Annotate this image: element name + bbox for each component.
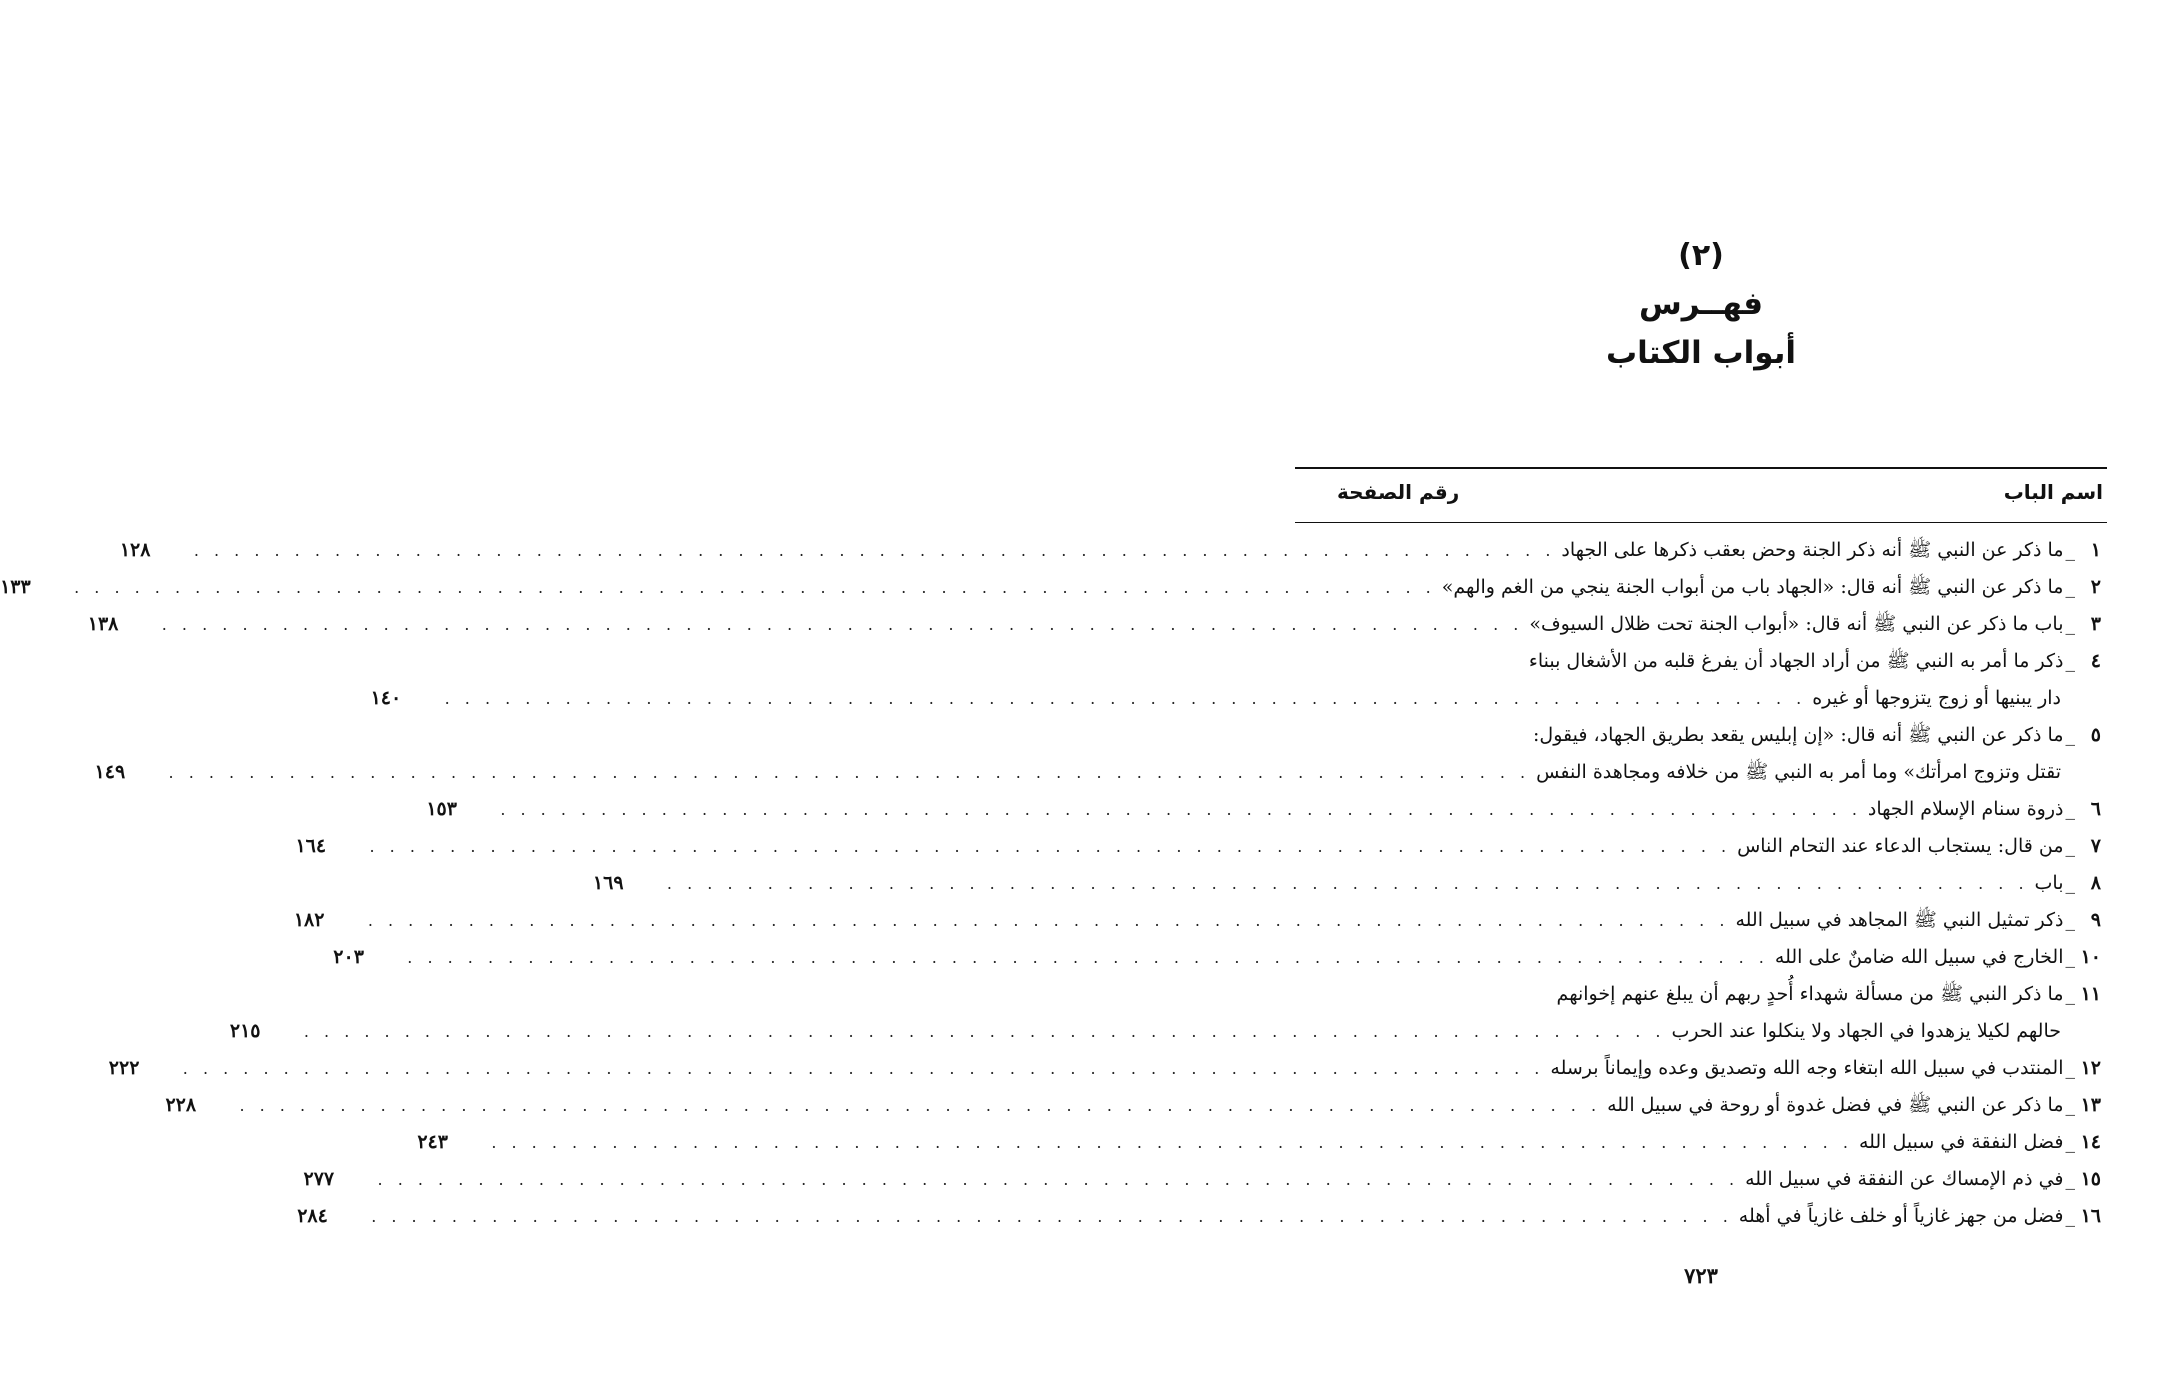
toc-entry-line (303, 1161, 2101, 1198)
index-title: فهــرس (1638, 286, 1763, 322)
toc-entry-number: ٣ (2090, 613, 2101, 635)
toc-entry-line (94, 754, 2101, 791)
toc-entry-line (1335, 717, 2101, 754)
toc-entry-line (108, 1050, 2101, 1087)
toc-entry-number: ٥ (2090, 724, 2101, 746)
toc-entry-number: ١٦ (2080, 1205, 2101, 1227)
header-bottom-rule (1295, 522, 2107, 523)
toc-entry (87, 606, 2101, 643)
toc-entry (592, 865, 2101, 902)
toc-entry-page: ١٢٨ (119, 539, 151, 561)
toc-entry-number: ١٣ (2080, 1094, 2101, 1116)
toc-entry-dash: _ (2065, 1168, 2075, 1190)
toc-entry-number: ١٥ (2080, 1168, 2101, 1190)
toc-entry-dash: _ (2065, 872, 2075, 894)
toc-entry-dash: _ (2065, 946, 2075, 968)
toc-leader-dots: . . . . . . . . . . . . . . . . . . . . . . . . . . . . . . . . . . . . . . . . . . . . . . . . . . . . . . . . . . . . . . . . . . . . (74, 578, 1436, 597)
toc-entry-line (1335, 643, 2101, 680)
toc-entry-dash: _ (2065, 1131, 2075, 1153)
toc-leader-dots: . . . . . . . . . . . . . . . . . . . . . . . . . . . . . . . . . . . . . . . . . . . . . . . . . . . . . . . . . . . . . . . . . . . . (491, 1133, 1853, 1152)
toc-entry-page: ١٤٠ (370, 687, 402, 709)
toc-entry-page: ٢٢٨ (165, 1094, 197, 1116)
toc-entry (295, 828, 2101, 865)
toc-entry (165, 1087, 2101, 1124)
toc-entry-line (370, 680, 2101, 717)
toc-entry (333, 939, 2101, 976)
toc-entry-title: فضل النفقة في سبيل الله (1858, 1131, 2064, 1153)
toc-entry-line (87, 606, 2101, 643)
toc-entry-dash: _ (2065, 613, 2075, 635)
toc-entry-number: ٩ (2090, 909, 2101, 931)
toc-entry-title: ما ذكر عن النبي ﷺ أنه ذكر الجنة وحض بعقب ذكرها على الجهاد (1561, 539, 2064, 561)
toc-entry-title: من قال: يستجاب الدعاء عند التحام الناس (1737, 835, 2064, 857)
toc-entry-title: في ذم الإمساك عن النفقة في سبيل الله (1745, 1168, 2064, 1190)
toc-entry-number: ٦ (2090, 798, 2101, 820)
toc-entry-page: ٢٢٢ (108, 1057, 140, 1079)
toc-entry-dash: _ (2065, 798, 2075, 820)
toc-leader-dots: . . . . . . . . . . . . . . . . . . . . . . . . . . . . . . . . . . . . . . . . . . . . . . . . . . . . . . . . . . . . . . . . . . . . (500, 800, 1862, 819)
toc-entry-title: ما ذكر عن النبي ﷺ أنه قال: «الجهاد باب من أبواب الجنة ينجي من الغم والهم» (1441, 576, 2064, 598)
toc-entry-number: ٢ (2090, 576, 2101, 598)
toc-entry-title: ما ذكر عن النبي ﷺ في فضل غدوة أو روحة في سبيل الله (1607, 1094, 2064, 1116)
toc-entry (293, 902, 2101, 939)
toc-entry-number: ٨ (2090, 872, 2101, 894)
toc-entry-line (293, 902, 2101, 939)
toc-leader-dots: . . . . . . . . . . . . . . . . . . . . . . . . . . . . . . . . . . . . . . . . . . . . . . . . . . . . . . . . . . . . . . . . . . . . (303, 1022, 1666, 1041)
header-top-rule (1295, 467, 2107, 469)
toc-leader-dots: . . . . . . . . . . . . . . . . . . . . . . . . . . . . . . . . . . . . . . . . . . . . . . . . . . . . . . . . . . . . . . . . . . . . (161, 615, 1524, 634)
toc-entry-title: الخارج في سبيل الله ضامنٌ على الله (1774, 946, 2064, 968)
column-header-page-number: رقم الصفحة (1337, 480, 1460, 504)
toc-entry-page: ١٨٢ (293, 909, 325, 931)
toc-leader-dots: . . . . . . . . . . . . . . . . . . . . . . . . . . . . . . . . . . . . . . . . . . . . . . . . . . . . . . . . . . . . . . . . . . . . (377, 1170, 1740, 1189)
toc-entry (370, 643, 2101, 717)
toc-entry-title: تقتل وتزوج امرأتك» وما أمر به النبي ﷺ من خلافه ومجاهدة النفس (1536, 761, 2061, 783)
toc-entry (119, 532, 2101, 569)
toc-entry (303, 1161, 2101, 1198)
toc-entry (297, 1198, 2101, 1235)
toc-entry-dash: _ (2065, 539, 2075, 561)
toc-entry-dash: _ (2065, 724, 2075, 746)
toc-entry-line (119, 532, 2101, 569)
toc-entry-line (165, 1087, 2101, 1124)
toc-entry-page: ٢٤٣ (417, 1131, 448, 1153)
toc-entry-title: دار يبنيها أو زوج يتزوجها أو غيره (1812, 687, 2061, 709)
toc-entry-title: باب (2034, 872, 2064, 894)
toc-leader-dots: . . . . . . . . . . . . . . . . . . . . . . . . . . . . . . . . . . . . . . . . . . . . . . . . . . . . . . . . . . . . . . . . . . . . (182, 1059, 1545, 1078)
toc-entry-line (295, 828, 2101, 865)
toc-entry-line (417, 1124, 2101, 1161)
toc-leader-dots: . . . . . . . . . . . . . . . . . . . . . . . . . . . . . . . . . . . . . . . . . . . . . . . . . . . . . . . . . . . . . . . . . . . . (369, 837, 1732, 856)
toc-entry-number: ١٤ (2080, 1131, 2101, 1153)
toc-entry-number: ١ (2090, 539, 2101, 561)
toc-entry-number: ٧ (2090, 835, 2101, 857)
toc-leader-dots: . . . . . . . . . . . . . . . . . . . . . . . . . . . . . . . . . . . . . . . . . . . . . . . . . . . . . . . . . . . . . . . . . . . . (444, 689, 1807, 708)
toc-entry-title: ما ذكر عن النبي ﷺ أنه قال: «إن إبليس يقعد بطريق الجهاد، فيقول: (1532, 724, 2064, 746)
toc-entry-dash: _ (2065, 650, 2075, 672)
toc-entry-number: ٤ (2090, 650, 2101, 672)
toc-entry-dash: _ (2065, 1094, 2075, 1116)
toc-entry-title: باب ما ذكر عن النبي ﷺ أنه قال: «أبواب الجنة تحت ظلال السيوف» (1529, 613, 2064, 635)
toc-entry-dash: _ (2065, 1057, 2075, 1079)
toc-entry-page: ٢٠٣ (333, 946, 364, 968)
toc-entry (108, 1050, 2101, 1087)
section-number: (٢) (1678, 238, 1724, 273)
toc-leader-dots: . . . . . . . . . . . . . . . . . . . . . . . . . . . . . . . . . . . . . . . . . . . . . . . . . . . . . . . . . . . . . . . . . . . . (239, 1096, 1602, 1115)
toc-leader-dots: . . . . . . . . . . . . . . . . . . . . . . . . . . . . . . . . . . . . . . . . . . . . . . . . . . . . . . . . . . . . . . . . . . . . (407, 948, 1769, 967)
toc-entry-dash: _ (2065, 909, 2075, 931)
toc-entry-page: ١٥٣ (426, 798, 457, 820)
toc-entry-page: ١٣٨ (87, 613, 119, 635)
toc-leader-dots: . . . . . . . . . . . . . . . . . . . . . . . . . . . . . . . . . . . . . . . . . . . . . . . . . . . . . . . . . . . . . . . . . . . . (168, 763, 1531, 782)
toc-entry-line (426, 791, 2101, 828)
toc-entry-line (297, 1198, 2101, 1235)
toc-entry-page: ٢١٥ (229, 1020, 261, 1042)
toc-entry-line (592, 865, 2101, 902)
toc-entry-page: ٢٨٤ (297, 1205, 328, 1227)
page-number: ٧٢٣ (1684, 1263, 1718, 1288)
toc-leader-dots: . . . . . . . . . . . . . . . . . . . . . . . . . . . . . . . . . . . . . . . . . . . . . . . . . . . . . . . . . . . . . . . . . . . . (367, 911, 1730, 930)
toc-entry-dash: _ (2065, 983, 2075, 1005)
column-header-chapter-name: اسم الباب (2003, 480, 2103, 504)
toc-entry-title: المنتدب في سبيل الله ابتغاء وجه الله وتصديق وعده وإيماناً برسله (1550, 1057, 2064, 1079)
toc-entry (426, 791, 2101, 828)
table-of-contents (0, 532, 2101, 1235)
index-subtitle: أبواب الكتاب (1605, 335, 1796, 371)
toc-entry-page: ١٦٤ (295, 835, 327, 857)
toc-entry (417, 1124, 2101, 1161)
toc-entry-page: ١٦٩ (592, 872, 624, 894)
toc-entry-number: ١٢ (2080, 1057, 2101, 1079)
toc-entry-number: ١٠ (2080, 946, 2101, 968)
toc-entry-title: ذروة سنام الإسلام الجهاد (1867, 798, 2064, 820)
toc-entry-dash: _ (2065, 576, 2075, 598)
toc-entry (229, 976, 2101, 1050)
toc-leader-dots: . . . . . . . . . . . . . . . . . . . . . . . . . . . . . . . . . . . . . . . . . . . . . . . . . . . . . . . . . . . . . . . . . . . . (193, 541, 1556, 560)
toc-entry-title: ذكر ما أمر به النبي ﷺ من أراد الجهاد أن يفرغ قلبه من الأشغال ببناء (1528, 650, 2064, 672)
toc-entry (0, 569, 2101, 606)
toc-entry-page: ١٤٩ (94, 761, 126, 783)
toc-entry-title: فضل من جهز غازياً أو خلف غازياً في أهله (1738, 1205, 2064, 1227)
toc-entry-title: ما ذكر النبي ﷺ من مسألة شهداء أُحدٍ ربهم أن يبلغ عنهم إخوانهم (1556, 983, 2064, 1005)
toc-entry-dash: _ (2065, 835, 2075, 857)
toc-entry-dash: _ (2065, 1205, 2075, 1227)
toc-entry-line (0, 569, 2101, 606)
toc-entry-line (333, 939, 2101, 976)
toc-entry (94, 717, 2101, 791)
toc-entry-title: ذكر تمثيل النبي ﷺ المجاهد في سبيل الله (1735, 909, 2064, 931)
toc-leader-dots: . . . . . . . . . . . . . . . . . . . . . . . . . . . . . . . . . . . . . . . . . . . . . . . . . . . . . . . . . . . . . . . . . . . . (371, 1207, 1733, 1226)
toc-entry-line (229, 1013, 2101, 1050)
toc-entry-line (1335, 976, 2101, 1013)
toc-entry-number: ١١ (2080, 983, 2101, 1005)
toc-entry-page: ٢٧٧ (303, 1168, 335, 1190)
toc-entry-page: ١٣٣ (0, 576, 31, 598)
toc-leader-dots: . . . . . . . . . . . . . . . . . . . . . . . . . . . . . . . . . . . . . . . . . . . . . . . . . . . . . . . . . . . . . . . . . . . . (666, 874, 2029, 893)
toc-entry-title: حالهم لكيلا يزهدوا في الجهاد ولا ينكلوا عند الحرب (1671, 1020, 2061, 1042)
